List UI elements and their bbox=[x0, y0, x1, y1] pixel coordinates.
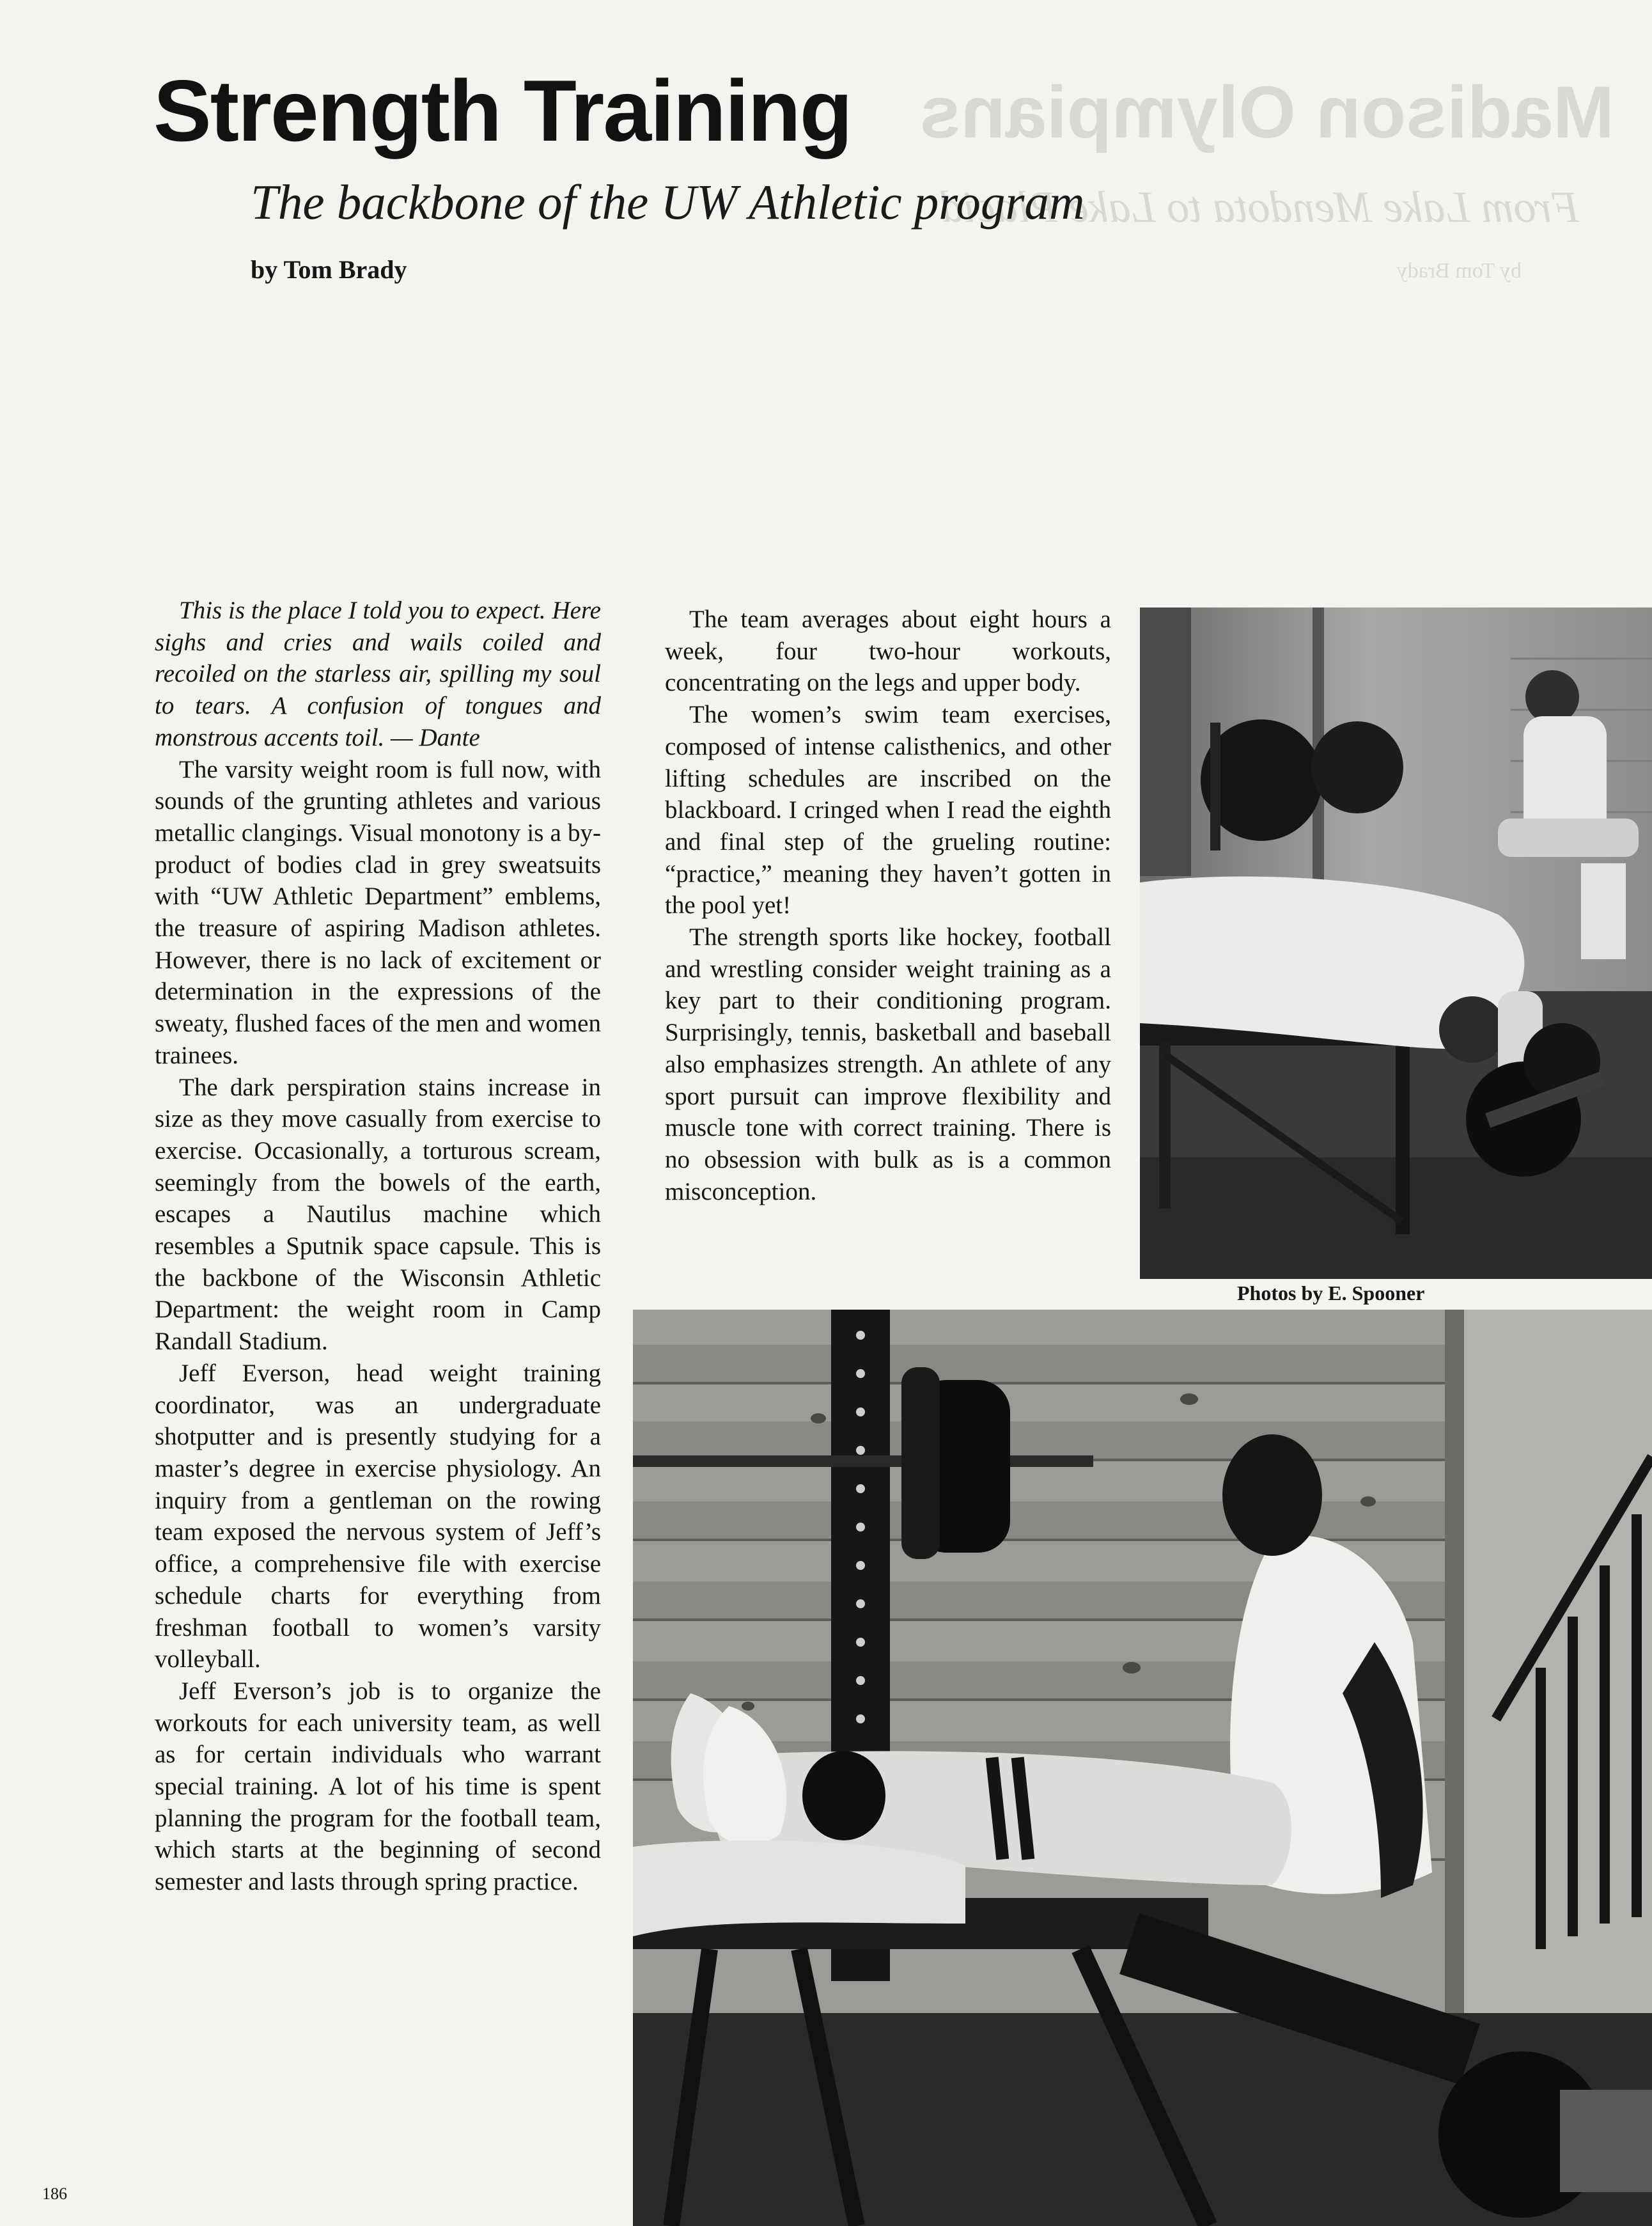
paragraph: Jeff Everson’s job is to organize the workouts for each university team, as well as for certain individuals who warrant special training. A lot of his time is spent planning the program for the football team, which starts at the beginning of second semester and lasts through spring practice. bbox=[155, 1677, 601, 1896]
article-title: Strength Training bbox=[153, 62, 852, 159]
article-subtitle: The backbone of the UW Athletic program bbox=[251, 175, 1085, 230]
weight-room-photo-leg-extension bbox=[633, 1310, 1652, 2226]
middle-text-column bbox=[665, 604, 1111, 1207]
bleed-through-subtitle: From Lake Mendota to Lake Placid bbox=[940, 183, 1579, 232]
bleed-through-title: Madison Olympians bbox=[919, 72, 1614, 153]
photo-credit: Photos by E. Spooner bbox=[1237, 1282, 1425, 1305]
paragraph: The women’s swim team exercises, composed of intense calisthenics, and other lifting schedules are inscribed on the blackboard. I cringed when I read the eighth and final step of the grueling routine: “practice,” meaning they haven’t gotten in the pool yet! bbox=[665, 701, 1111, 920]
left-text-column bbox=[155, 595, 601, 1898]
weight-room-photo-leg-extension-image bbox=[633, 1310, 1652, 2226]
paragraph: Jeff Everson, head weight training coordinator, was an undergraduate shotputter and is presently studying for a master’s degree in exercise physiology. An inquiry from a gentleman on the rowing team exposed the nervous system of Jeff’s office, a comprehensive file with exercise schedule charts for everything from freshman football to women’s varsity volleyball. bbox=[155, 1359, 601, 1673]
paragraph: The varsity weight room is full now, with sounds of the grunting athletes and various metallic clangings. Visual monotony is a by-product of bodies clad in grey sweatsuits with “UW Athletic Department” emblems, the treasure of aspiring Madison athletes. However, there is no lack of excitement or determination in the expressions of the sweaty, flushed faces of the men and women trainees. bbox=[155, 755, 601, 1069]
paragraph: The team averages about eight hours a week, four two-hour workouts, concentrating on the legs and upper body. bbox=[665, 606, 1111, 697]
weight-room-photo-bench-image bbox=[1140, 607, 1652, 1279]
paragraph: The strength sports like hockey, football and wrestling consider weight training as a key part to their conditioning program. Surprisingly, tennis, basketball and baseball also emphasizes strength. An athlete of any sport pursuit can improve flexibility and muscle tone with correct training. There is no obsession with bulk as is a common misconception. bbox=[665, 923, 1111, 1205]
paragraph: The dark perspiration stains increase in size as they move casually from exercise to exercise. Occasionally, a torturous scream, seemingly from the bowels of the earth, escapes a Nautilus machine which resembles a Sputnik space capsule. This is the backbone of the Wisconsin Athletic Department: the weight room in Camp Randall Stadium. bbox=[155, 1073, 601, 1356]
page-number: 186 bbox=[42, 2184, 67, 2203]
epigraph: This is the place I told you to expect. Here sighs and cries and wails coiled and recoiled on the starless air, spilling my soul to tears. A confusion of tongues and monstrous accents toil. — Dante bbox=[155, 597, 601, 751]
bleed-through-byline: by Tom Brady bbox=[1396, 259, 1522, 283]
article-byline: by Tom Brady bbox=[251, 255, 407, 284]
weight-room-photo-bench bbox=[1140, 607, 1652, 1279]
